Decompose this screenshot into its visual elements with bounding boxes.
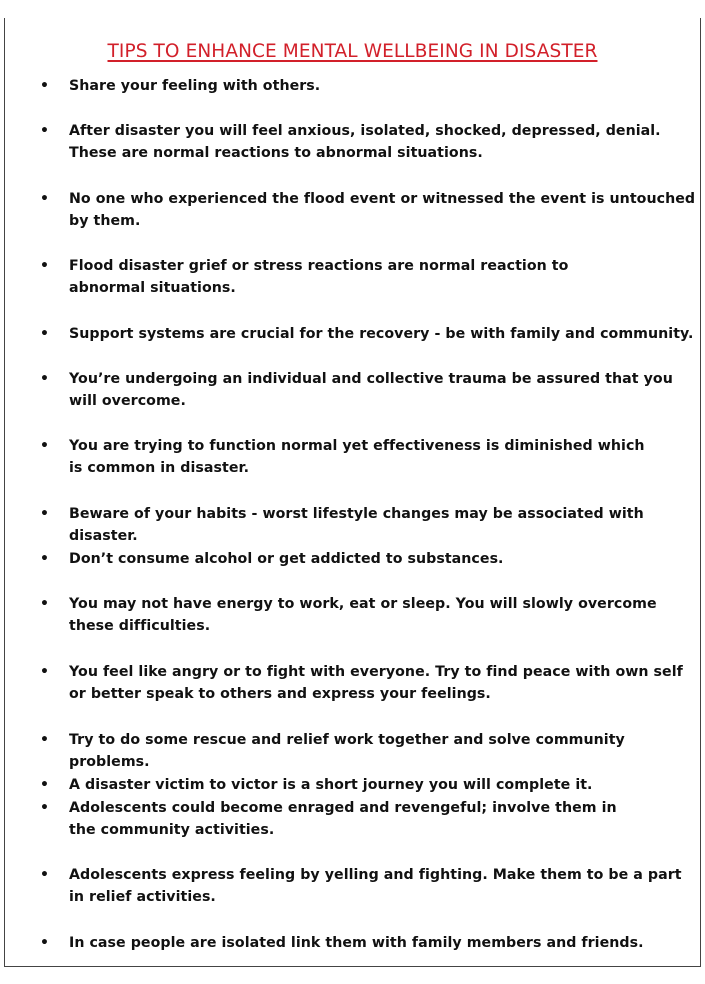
tip-item-2 <box>33 120 699 164</box>
bullet-icon: • <box>40 438 49 454</box>
bullet-icon: • <box>40 800 49 816</box>
tip-text: Adolescents could become enraged and revengeful; involve them in the community activities. <box>69 800 617 838</box>
tip-item-10 <box>33 593 699 637</box>
tip-text: You’re undergoing an individual and collective trauma be assured that you will overcome. <box>69 371 673 409</box>
bullet-icon: • <box>40 191 49 207</box>
tip-item-4 <box>33 255 699 299</box>
tip-text: After disaster you will feel anxious, isolated, shocked, depressed, denial. These are normal reactions to abnormal situations. <box>69 123 661 161</box>
bullet-icon: • <box>40 551 49 567</box>
tip-item-12 <box>33 729 699 773</box>
tip-item-6 <box>33 368 699 412</box>
bullet-icon: • <box>40 777 49 793</box>
tip-text: No one who experienced the flood event or witnessed the event is untouched by them. <box>69 191 696 229</box>
tip-item-3 <box>33 188 699 232</box>
bullet-icon: • <box>40 258 49 274</box>
tip-item-9 <box>33 548 699 570</box>
tip-text: You are trying to function normal yet effectiveness is diminished which is common in disaster. <box>69 438 645 476</box>
page-title: TIPS TO ENHANCE MENTAL WELLBEING IN DISASTER <box>107 41 598 62</box>
bullet-icon: • <box>40 867 49 883</box>
tip-item-1 <box>33 75 699 97</box>
tip-item-11 <box>33 661 699 705</box>
tip-text: In case people are isolated link them with family members and friends. <box>69 935 644 951</box>
tip-text: You feel like angry or to fight with everyone. Try to find peace with own self or better speak to others and express your feelings. <box>69 664 683 702</box>
tip-text: Adolescents express feeling by yelling and fighting. Make them to be a part in relief activities. <box>69 867 682 905</box>
tip-text: Don’t consume alcohol or get addicted to substances. <box>69 551 504 567</box>
bullet-icon: • <box>40 664 49 680</box>
bullet-icon: • <box>40 935 49 951</box>
tip-item-13 <box>33 774 699 796</box>
tip-item-16 <box>33 932 699 954</box>
bullet-icon: • <box>40 596 49 612</box>
document-page <box>4 18 701 967</box>
tip-item-8 <box>33 503 699 547</box>
bullet-icon: • <box>40 123 49 139</box>
tip-item-5 <box>33 323 699 345</box>
tip-text: A disaster victim to victor is a short journey you will complete it. <box>69 777 593 793</box>
tip-item-15 <box>33 864 699 908</box>
tip-text: Beware of your habits - worst lifestyle changes may be associated with disaster. <box>69 506 644 544</box>
bullet-icon: • <box>40 732 49 748</box>
tip-text: Try to do some rescue and relief work together and solve community problems. <box>69 732 625 770</box>
bullet-icon: • <box>40 326 49 342</box>
tip-item-7 <box>33 435 699 479</box>
bullet-icon: • <box>40 371 49 387</box>
tip-text: Support systems are crucial for the recovery - be with family and community. <box>69 326 694 342</box>
tip-text: Share your feeling with others. <box>69 78 321 94</box>
tip-text: Flood disaster grief or stress reactions are normal reaction to abnormal situations. <box>69 258 569 296</box>
bullet-icon: • <box>40 506 49 522</box>
tip-text: You may not have energy to work, eat or sleep. You will slowly overcome these difficulties. <box>69 596 657 634</box>
tip-item-14 <box>33 797 699 841</box>
bullet-icon: • <box>40 78 49 94</box>
